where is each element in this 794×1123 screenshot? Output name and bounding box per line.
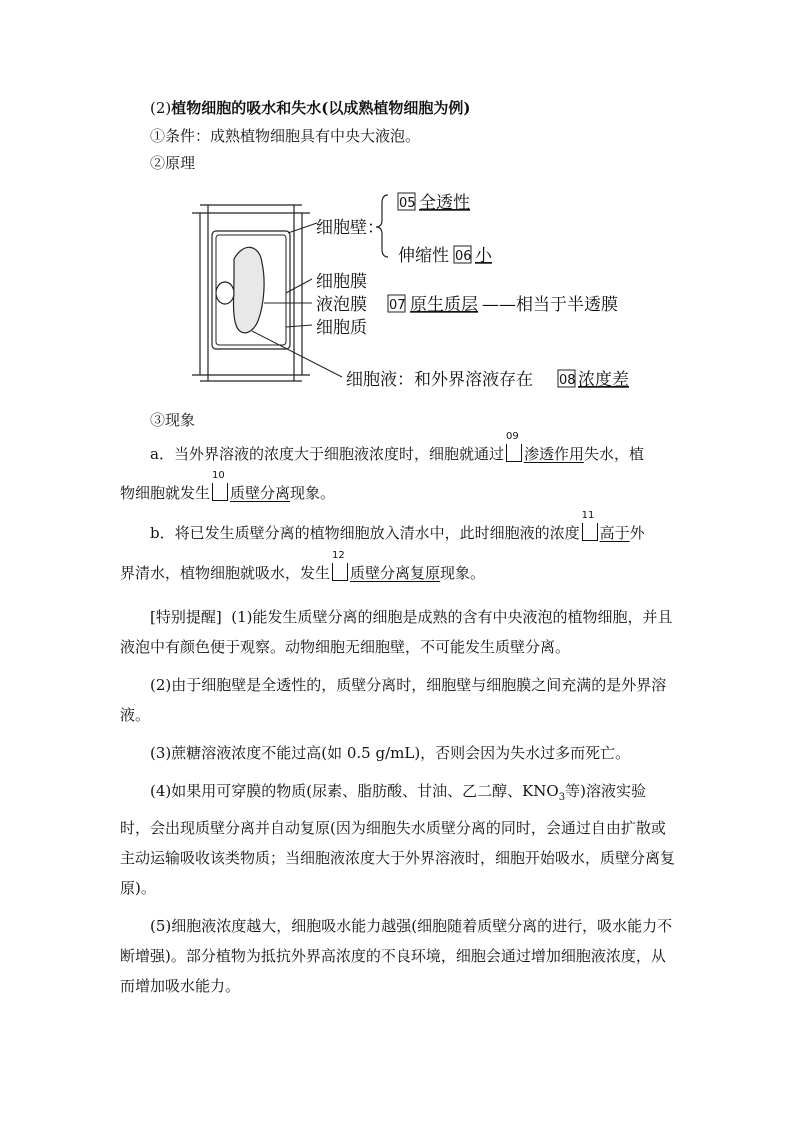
answer-num-07: 07	[389, 298, 406, 313]
note-2: (2)由于细胞壁是全透性的，质壁分离时，细胞壁与细胞膜之间充满的是外界溶液。	[120, 676, 667, 724]
label-cell-wall: 细胞壁：	[316, 218, 384, 238]
phenomenon-b-text4: 现象。	[440, 564, 486, 582]
section-heading	[150, 98, 470, 118]
phenomenon-a-line2	[120, 470, 336, 503]
note-4-subscript: 3	[558, 792, 566, 803]
plant-cell-diagram	[192, 185, 652, 403]
heading-note: (以成熟植物细胞为例)	[321, 99, 471, 117]
answer-box-09	[505, 431, 522, 462]
phenomenon-b-text3: 界清水，植物细胞就吸水，发生	[120, 564, 331, 582]
phenomenon-a-text3: 物细胞就发生	[120, 484, 211, 502]
heading-text: 植物细胞的吸水和失水	[171, 99, 322, 117]
answer-small: 小	[475, 246, 492, 266]
note-4-text-b: 等)溶液实验时，会出现质壁分离并自动复原(因为细胞失水质壁分离的同时，会通过自由扩散或主动运输吸收该类物质；当细胞液浓度大于外界溶液时，细胞开始吸水，质壁分离复原)。	[120, 782, 676, 897]
phenomenon-a-line1	[150, 431, 644, 464]
answer-protoplast-layer: 原生质层	[410, 295, 478, 315]
answer-box-10	[212, 470, 228, 501]
note-4-text-a: (4)如果用可穿膜的物质(尿素、脂肪酸、甘油、乙二醇、KNO	[150, 782, 559, 800]
answer-concentration-difference: 浓度差	[578, 370, 629, 390]
phenomenon-a-text2: 失水，植	[583, 445, 644, 463]
condition-line: ①条件：成熟植物细胞具有中央大液泡。	[150, 127, 421, 145]
answer-full-permeable: 全透性	[419, 193, 470, 213]
vacuole-shape	[234, 247, 265, 333]
special-notes	[120, 602, 675, 1001]
phenomenon-b-line1	[150, 510, 645, 543]
phenomenon-a-text1: a．当外界溶液的浓度大于细胞液浓度时，细胞就通过	[150, 445, 504, 463]
answer-num-11: 11	[581, 510, 595, 521]
principle-label: ②原理	[150, 154, 196, 172]
label-elasticity: 伸缩性	[398, 246, 449, 266]
special-note-label: [特别提醒]	[150, 608, 222, 626]
phenomena-title: ③现象	[150, 411, 196, 429]
answer-osmosis: 渗透作用	[523, 445, 584, 463]
answer-num-09: 09	[505, 431, 519, 442]
label-cytoplasm: 细胞质	[316, 318, 367, 338]
heading-number: (2)	[150, 99, 172, 117]
answer-num-08: 08	[559, 373, 576, 388]
answer-num-05: 05	[399, 196, 416, 211]
answer-box-11	[581, 510, 598, 541]
label-cell-membrane: 细胞膜	[316, 272, 367, 292]
nucleus-shape	[216, 282, 234, 304]
label-vacuole-membrane: 液泡膜	[316, 295, 367, 315]
note-5: (5)细胞液浓度越大，细胞吸水能力越强(细胞随着质壁分离的进行，吸水能力不断增强)。部分植物为抵抗外界高浓度的不良环境，细胞会通过增加细胞液浓度，从而增加吸水能力。	[120, 917, 673, 995]
answer-plasmolysis: 质壁分离	[230, 484, 291, 502]
note-4	[120, 776, 675, 903]
answer-num-06: 06	[455, 249, 472, 264]
answer-box-12	[332, 550, 348, 581]
answer-deplasmolysis: 质壁分离复原	[350, 564, 441, 582]
note-1	[120, 602, 675, 662]
phenomenon-b-line2	[120, 550, 486, 583]
answer-num-12: 12	[332, 550, 345, 561]
note-1-text: (1)能发生质壁分离的细胞是成熟的含有中央液泡的植物细胞，并且液泡中有颜色便于观察。动物细胞无细胞壁，不可能发生质壁分离。	[120, 608, 673, 656]
answer-higher-than: 高于	[599, 524, 630, 542]
note-3: (3)蔗糖溶液浓度不能过高(如 0.5 g/mL)，否则会因为失水过多而死亡。	[150, 744, 631, 762]
phenomenon-b-text1: b．将已发生质壁分离的植物细胞放入清水中，此时细胞液的浓度	[150, 524, 580, 542]
phenomenon-a-text4: 现象。	[290, 484, 336, 502]
phenomenon-b-text2: 外	[629, 524, 645, 542]
answer-num-10: 10	[212, 470, 225, 481]
label-semipermeable: ——相当于半透膜	[482, 295, 618, 315]
label-cell-sap: 细胞液：和外界溶液存在	[346, 370, 533, 390]
